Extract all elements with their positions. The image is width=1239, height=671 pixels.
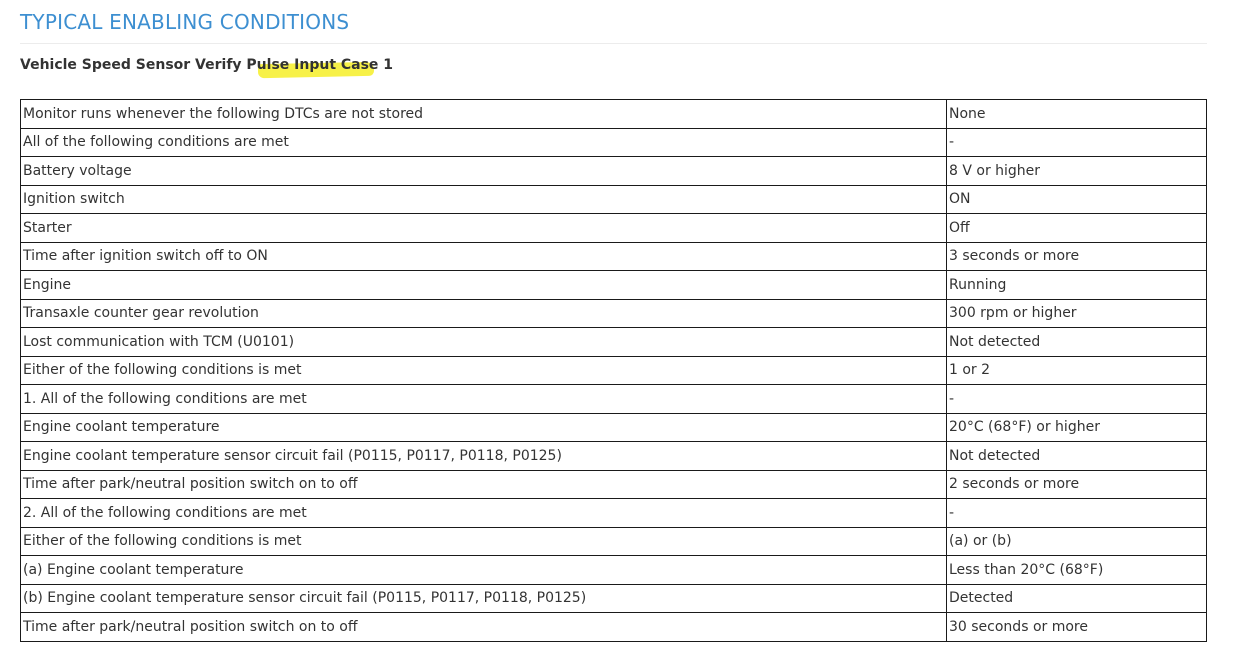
condition-cell: Time after park/neutral position switch on to off [21,470,947,499]
condition-cell: Time after ignition switch off to ON [21,242,947,271]
table-row [21,128,1207,157]
heading-divider [20,43,1207,44]
value-cell: 30 seconds or more [947,613,1207,642]
value-cell: - [947,128,1207,157]
page-title: TYPICAL ENABLING CONDITIONS [20,10,350,34]
table-row [21,499,1207,528]
value-cell: None [947,100,1207,129]
condition-cell: Either of the following conditions is met [21,527,947,556]
condition-cell: Monitor runs whenever the following DTCs are not stored [21,100,947,129]
value-cell: Detected [947,584,1207,613]
table-row [21,442,1207,471]
value-cell: 300 rpm or higher [947,299,1207,328]
table-row [21,356,1207,385]
value-cell: 20°C (68°F) or higher [947,413,1207,442]
condition-cell: Time after park/neutral position switch on to off [21,613,947,642]
value-cell: 2 seconds or more [947,470,1207,499]
value-cell: ON [947,185,1207,214]
condition-cell: Transaxle counter gear revolution [21,299,947,328]
value-cell: Not detected [947,328,1207,357]
table-row [21,385,1207,414]
table-row [21,100,1207,129]
table-row [21,613,1207,642]
table-row [21,527,1207,556]
condition-cell: All of the following conditions are met [21,128,947,157]
table-row [21,328,1207,357]
table-row [21,556,1207,585]
value-cell: 1 or 2 [947,356,1207,385]
condition-cell: 2. All of the following conditions are met [21,499,947,528]
value-cell: (a) or (b) [947,527,1207,556]
table-row [21,299,1207,328]
section-subtitle: Vehicle Speed Sensor Verify Pulse Input Case 1 [20,57,394,73]
value-cell: Off [947,214,1207,243]
condition-cell: Battery voltage [21,157,947,186]
condition-cell: 1. All of the following conditions are met [21,385,947,414]
value-cell: - [947,385,1207,414]
condition-cell: Engine coolant temperature [21,413,947,442]
table-row [21,470,1207,499]
value-cell: 8 V or higher [947,157,1207,186]
table-body [21,100,1207,642]
table-row [21,413,1207,442]
table-row [21,185,1207,214]
condition-cell: Engine [21,271,947,300]
value-cell: 3 seconds or more [947,242,1207,271]
value-cell: Not detected [947,442,1207,471]
table-row [21,157,1207,186]
value-cell: Running [947,271,1207,300]
condition-cell: Lost communication with TCM (U0101) [21,328,947,357]
condition-cell: Starter [21,214,947,243]
condition-cell: Ignition switch [21,185,947,214]
enabling-conditions-table [20,99,1207,642]
condition-cell: Engine coolant temperature sensor circuit fail (P0115, P0117, P0118, P0125) [21,442,947,471]
table-row [21,242,1207,271]
condition-cell: (a) Engine coolant temperature [21,556,947,585]
table-row [21,214,1207,243]
value-cell: Less than 20°C (68°F) [947,556,1207,585]
table-row [21,271,1207,300]
condition-cell: Either of the following conditions is met [21,356,947,385]
table-row [21,584,1207,613]
condition-cell: (b) Engine coolant temperature sensor circuit fail (P0115, P0117, P0118, P0125) [21,584,947,613]
value-cell: - [947,499,1207,528]
